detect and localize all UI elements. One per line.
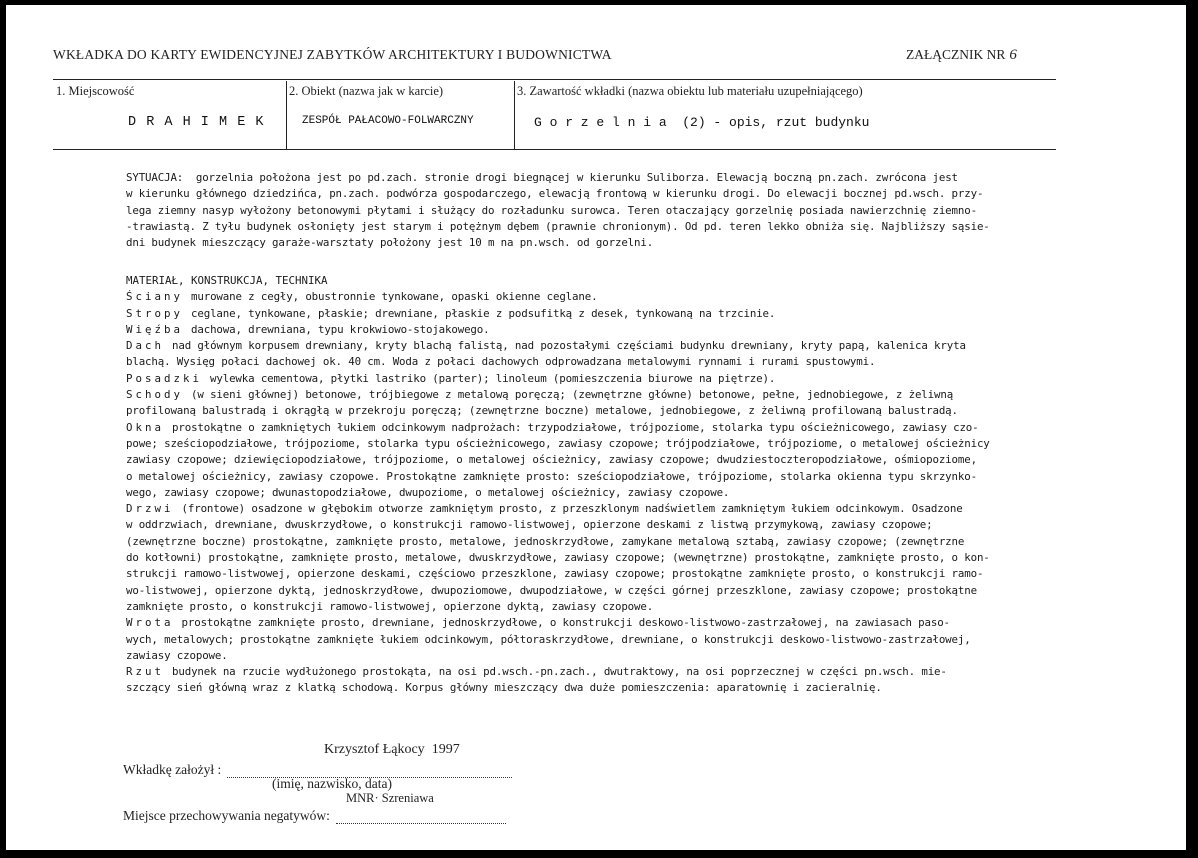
header-rule-top — [53, 79, 1056, 80]
situation-line: -trawiastą. Z tyłu budynek osłonięty jest starym i potężnym dębem (prawnie chronionym). Od pd. teren lekko obniża się. Najbliższy sąsie- — [126, 219, 990, 233]
item-text: prostokątne o zamkniętych łukiem odcinkowym nadprożach: trzypodziałowe, trójpoziome, stolarka typu ościeżnicowego, zawiasy czo- — [172, 420, 979, 434]
item-text: zawiasy czopowe; dziewięciopodziałowe, trójpoziome, o metalowej ościeżnicy, zawiasy czopowe; dwudziestoczteropodziałowe, ośmiopoziome, — [126, 453, 977, 467]
item-text: szczący sień główną wraz z klatką schodową. Korpus główny mieszczący dwa duże pomieszczenia: aparatownię i zacieralnię. — [126, 681, 882, 695]
item-text: profilowaną balustradą i okrągłą w przekroju poręczą; (zewnętrzne boczne) metalowe, jednobiegowe, z żeliwną profilowaną balustradą. — [126, 404, 958, 418]
item-key-plan: Rzut — [126, 665, 165, 679]
item-text: (zewnętrzne boczne) prostokątne, zamknięte prosto, metalowe, jednoskrzydłowe, zamykane metalową sztabą, zawiasy czopowe; (zewnętrzne — [126, 534, 965, 548]
negatives-label: Miejsce przechowywania negatywów: — [123, 808, 330, 823]
negatives-location-value: MNR· Szreniawa — [346, 791, 434, 805]
item-text: budynek na rzucie wydłużonego prostokąta, na osi pd.wsch.-pn.zach., dwutraktowy, na osi poprzecznej w części pn.wsch. mie- — [172, 665, 947, 679]
field-value-locality: D R A H I M E K — [128, 115, 265, 130]
created-by-label: Wkładkę założył : — [123, 762, 222, 777]
column-divider — [514, 81, 515, 149]
created-by-hint: (imię, nazwisko, data) — [272, 776, 392, 791]
document-title: WKŁADKA DO KARTY EWIDENCYJNEJ ZABYTKÓW ARCHITEKTURY I BUDOWNICTWA — [53, 47, 612, 62]
item-key-ceilings: Stropy — [126, 306, 184, 320]
item-key-doors: Drzwi — [126, 502, 174, 516]
item-key-floors: Posadzki — [126, 371, 203, 385]
item-text: powe; sześciopodziałowe, trójpoziome, stolarka typu ościeżnicowego, zawiasy czopowe; trójpodziałowe, trójpoziome, o metalowej ościeżnicy — [126, 436, 990, 450]
item-text: (frontowe) osadzone w głębokim otworze zamkniętym prosto, z przeszklonym nadświetlem zamkniętym łukiem odcinkowym. Osadzone — [181, 502, 963, 516]
item-text: zamknięte prosto, o konstrukcji ramowo-listwowej, opierzone dyktą, zawiasy czopowe. — [126, 599, 654, 613]
item-text: nad głównym korpusem drewniany, kryty blachą falistą, nad pozostałymi częściami budynku drewniany, kryty papą, kalenica kryta — [172, 339, 966, 353]
field-label-locality: 1. Miejscowość — [56, 84, 135, 98]
negatives-dotted-line — [336, 823, 506, 824]
item-text: murowane z cegły, obustronnie tynkowane, opaski okienne ceglane. — [191, 290, 598, 304]
item-text: wo-listwowej, opierzone dyktą, jednoskrzydłowe, dwupoziomowe, dwupodziałowe, w części górnej przeszklone, zawiasy czopowe; prostokątne — [126, 583, 977, 597]
item-text: (w sieni głównej) betonowe, trójbiegowe z metalową poręczą; (zewnętrzne główne) betonowe, pełne, jednobiegowe, z żeliwną — [191, 388, 954, 402]
negatives-row — [123, 808, 506, 824]
item-key-stairs: Schody — [126, 388, 184, 402]
annex-number: 6 — [1009, 47, 1017, 63]
item-text: wylewka cementowa, płytki lastriko (parter); linoleum (pomieszczenia biurowe na piętrze). — [210, 371, 776, 385]
materials-section — [126, 273, 1046, 697]
item-key-walls: Ściany — [126, 290, 184, 304]
situation-line: dni budynek mieszczący garaże-warsztaty położony jest 10 m na pn.wsch. od gorzelni. — [126, 236, 654, 250]
item-text: strukcji ramowo-listwowej, opierzone deskami, częściowo przeszklone, zawiasy czopowe; prostokątne zamknięte prosto, o konstrukcji ramo- — [126, 567, 984, 581]
item-text: prostokątne zamknięte prosto, drewniane, jednoskrzydłowe, o konstrukcji deskowo-listwowo-zastrzałowej, na zawiasach paso- — [181, 616, 950, 630]
item-key-windows: Okna — [126, 420, 165, 434]
item-text: zawiasy czopowe. — [126, 648, 228, 662]
annex-label — [906, 47, 1017, 64]
item-text: blachą. Wysięg połaci dachowej ok. 40 cm. Woda z połaci dachowych odprowadzana metalowymi rynnami i rurami spustowymi. — [126, 355, 876, 369]
item-key-gates: Wrota — [126, 616, 174, 630]
item-text: wego, zawiasy czopowe; dwunastopodziałowe, dwupoziome, o metalowej ościeżnicy, zawiasy czopowe. — [126, 485, 730, 499]
item-text: ceglane, tynkowane, płaskie; drewniane, płaskie z podsufitką z desek, tynkowaną na trzcinie. — [191, 306, 776, 320]
field-label-object: 2. Obiekt (nazwa jak w karcie) — [289, 84, 444, 98]
item-text: wych, metalowych; prostokątne zamknięte łukiem odcinkowym, półtoraskrzydłowe, drewniane, o konstrukcji deskowo-listwowo-zastrzałowej, — [126, 632, 971, 646]
situation-line: w kierunku głównego dziedzińca, pn.zach. podwórza gospodarczego, elewacją frontową w kierunku drogi. Do elewacji bocznej pd.wsch. przy- — [126, 187, 984, 201]
materials-title: MATERIAŁ, KONSTRUKCJA, TECHNIKA — [126, 274, 328, 287]
item-text: o metalowej ościeżnicy, zawiasy czopowe. Prostokątne zamknięte prosto: sześciopodziałowe, trójpoziome, stolarka okienna typu skrzynko- — [126, 469, 977, 483]
situation-label: SYTUACJA: — [126, 171, 184, 184]
field-value-object: ZESPÓŁ PAŁACOWO-FOLWARCZNY — [302, 115, 474, 127]
field-value-content: G o r z e l n i a (2) - opis, rzut budynku — [534, 115, 870, 130]
item-key-roof: Dach — [126, 339, 165, 353]
situation-line: lega ziemny nasyp wyłożony betonowymi płytami i służący do rozładunku surowca. Teren otaczający gorzelnię posiada nawierzchnię ziemno- — [126, 203, 977, 217]
header-rule-bottom — [53, 149, 1056, 150]
column-divider — [286, 81, 287, 149]
situation-line: gorzelnia położona jest po pd.zach. stronie drogi biegnącej w kierunku Suliborza. Elewacją boczną pn.zach. zwrócona jest — [195, 171, 958, 184]
situation-section — [126, 170, 1046, 251]
author-name: Krzysztof Łąkocy — [324, 742, 425, 757]
author-signature — [324, 742, 460, 758]
document-page — [6, 5, 1186, 850]
item-text: dachowa, drewniana, typu krokwiowo-stojakowego. — [191, 322, 490, 336]
field-label-content: 3. Zawartość wkładki (nazwa obiektu lub materiału uzupełniającego) — [517, 84, 863, 98]
author-year: 1997 — [431, 742, 460, 757]
annex-label-text: ZAŁĄCZNIK NR — [906, 47, 1006, 62]
item-key-truss: Więźba — [126, 322, 184, 336]
item-text: w oddrzwiach, drewniane, dwuskrzydłowe, o konstrukcji ramowo-listwowej, opierzone deskami z listwą przymykową, zawiasy czopowe; — [126, 518, 933, 532]
item-text: do kotłowni) prostokątne, zamknięte prosto, metalowe, dwuskrzydłowe, zawiasy czopowe; (wewnętrzne) prostokątne, zamknięte prosto, o kon- — [126, 551, 990, 565]
